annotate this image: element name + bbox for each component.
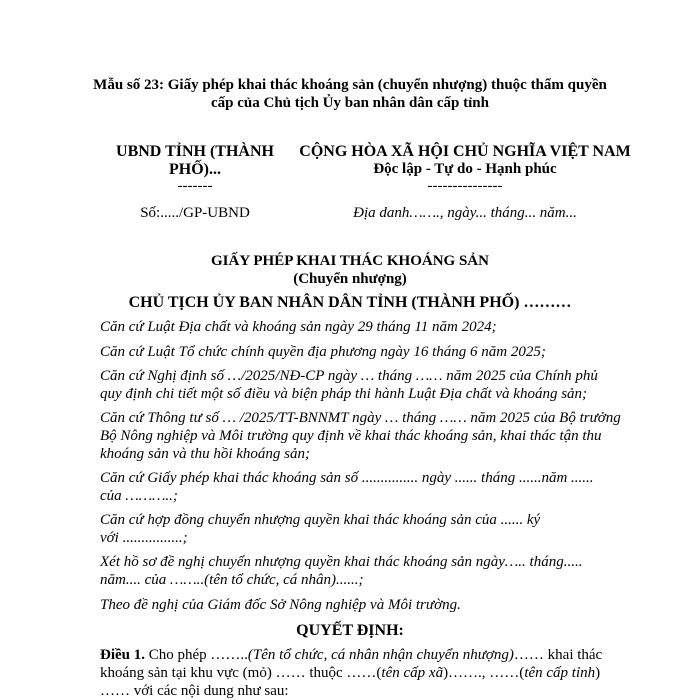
article-placeholder: tên cấp tỉnh <box>524 665 596 681</box>
place-date: Địa danh……., ngày... tháng... năm... <box>353 205 577 221</box>
article-1-line1 <box>100 646 602 664</box>
agency-name-line1: UBND TỈNH (THÀNH <box>116 143 274 160</box>
article-text: )……., ……( <box>443 665 525 681</box>
form-title-line1: Mẫu số 23: Giấy phép khai thác khoáng sản (chuyển nhượng) thuộc thẩm quyền <box>93 77 607 93</box>
basis-line: khoáng sản và thu hồi khoáng sản; <box>100 446 310 462</box>
issuing-authority: CHỦ TỊCH ỦY BAN NHÂN DÂN TỈNH (THÀNH PHỐ) ……… <box>128 294 572 311</box>
document-number: Số:...../GP-UBND <box>140 205 250 221</box>
decision-heading: QUYẾT ĐỊNH: <box>296 622 404 639</box>
article-1-line2 <box>100 664 600 682</box>
article-text: Cho phép …….. <box>145 647 248 663</box>
article-1-label: Điều 1. <box>100 647 145 663</box>
basis-line: năm.... của ……..(tên tổ chức, cá nhân)......; <box>100 572 364 588</box>
basis-line: Căn cứ Giấy phép khai thác khoáng sản số ............... ngày ...... tháng ......năm ...... <box>100 470 594 486</box>
basis-line: của ………..; <box>100 488 178 504</box>
basis-line: Căn cứ Thông tư số … /2025/TT-BNNMT ngày … tháng …… năm 2025 của Bộ trưởng <box>100 410 621 426</box>
national-title: CỘNG HÒA XÃ HỘI CHỦ NGHĨA VIỆT NAM <box>299 143 631 160</box>
article-text: khoáng sản tại khu vực (mỏ) …… thuộc ……( <box>100 665 382 681</box>
basis-line: Bộ Nông nghiệp và Môi trường quy định về khai thác khoáng sản, khai thác tận thu <box>100 428 602 444</box>
article-1-line3: …… với các nội dung như sau: <box>100 683 289 699</box>
national-motto: Độc lập - Tự do - Hạnh phúc <box>373 161 557 177</box>
basis-line: với ................; <box>100 530 188 546</box>
document-title: GIẤY PHÉP KHAI THÁC KHOÁNG SẢN <box>211 253 489 269</box>
article-text: ) <box>595 665 601 681</box>
article-placeholder: tên cấp xã <box>381 665 444 681</box>
basis-line: Xét hồ sơ đề nghị chuyển nhượng quyền khai thác khoáng sản ngày….. tháng..... <box>100 554 583 570</box>
form-title-line2: cấp của Chủ tịch Ủy ban nhân dân cấp tỉnh <box>210 95 489 111</box>
document-subtitle: (Chuyển nhượng) <box>293 271 407 287</box>
basis-line: Theo đề nghị của Giám đốc Sở Nông nghiệp và Môi trường. <box>100 597 461 613</box>
article-text: …… khai thác <box>513 647 603 663</box>
article-placeholder: (Tên tổ chức, cá nhân nhận chuyển nhượng) <box>247 647 514 663</box>
left-divider: ------- <box>177 178 213 194</box>
basis-line: Căn cứ Nghị định số …/2025/NĐ-CP ngày … tháng …… năm 2025 của Chính phủ <box>100 368 598 384</box>
basis-line: Căn cứ Luật Địa chất và khoáng sản ngày 29 tháng 11 năm 2024; <box>100 319 497 335</box>
agency-name-line2: PHỐ)... <box>169 161 221 178</box>
basis-line: Căn cứ hợp đồng chuyển nhượng quyền khai thác khoáng sản của ...... ký <box>100 512 541 528</box>
basis-line: Căn cứ Luật Tổ chức chính quyền địa phương ngày 16 tháng 6 năm 2025; <box>100 344 546 360</box>
basis-line: quy định chi tiết một số điều và biện pháp thi hành Luật Địa chất và khoáng sản; <box>100 386 588 402</box>
right-divider: --------------- <box>427 178 503 194</box>
